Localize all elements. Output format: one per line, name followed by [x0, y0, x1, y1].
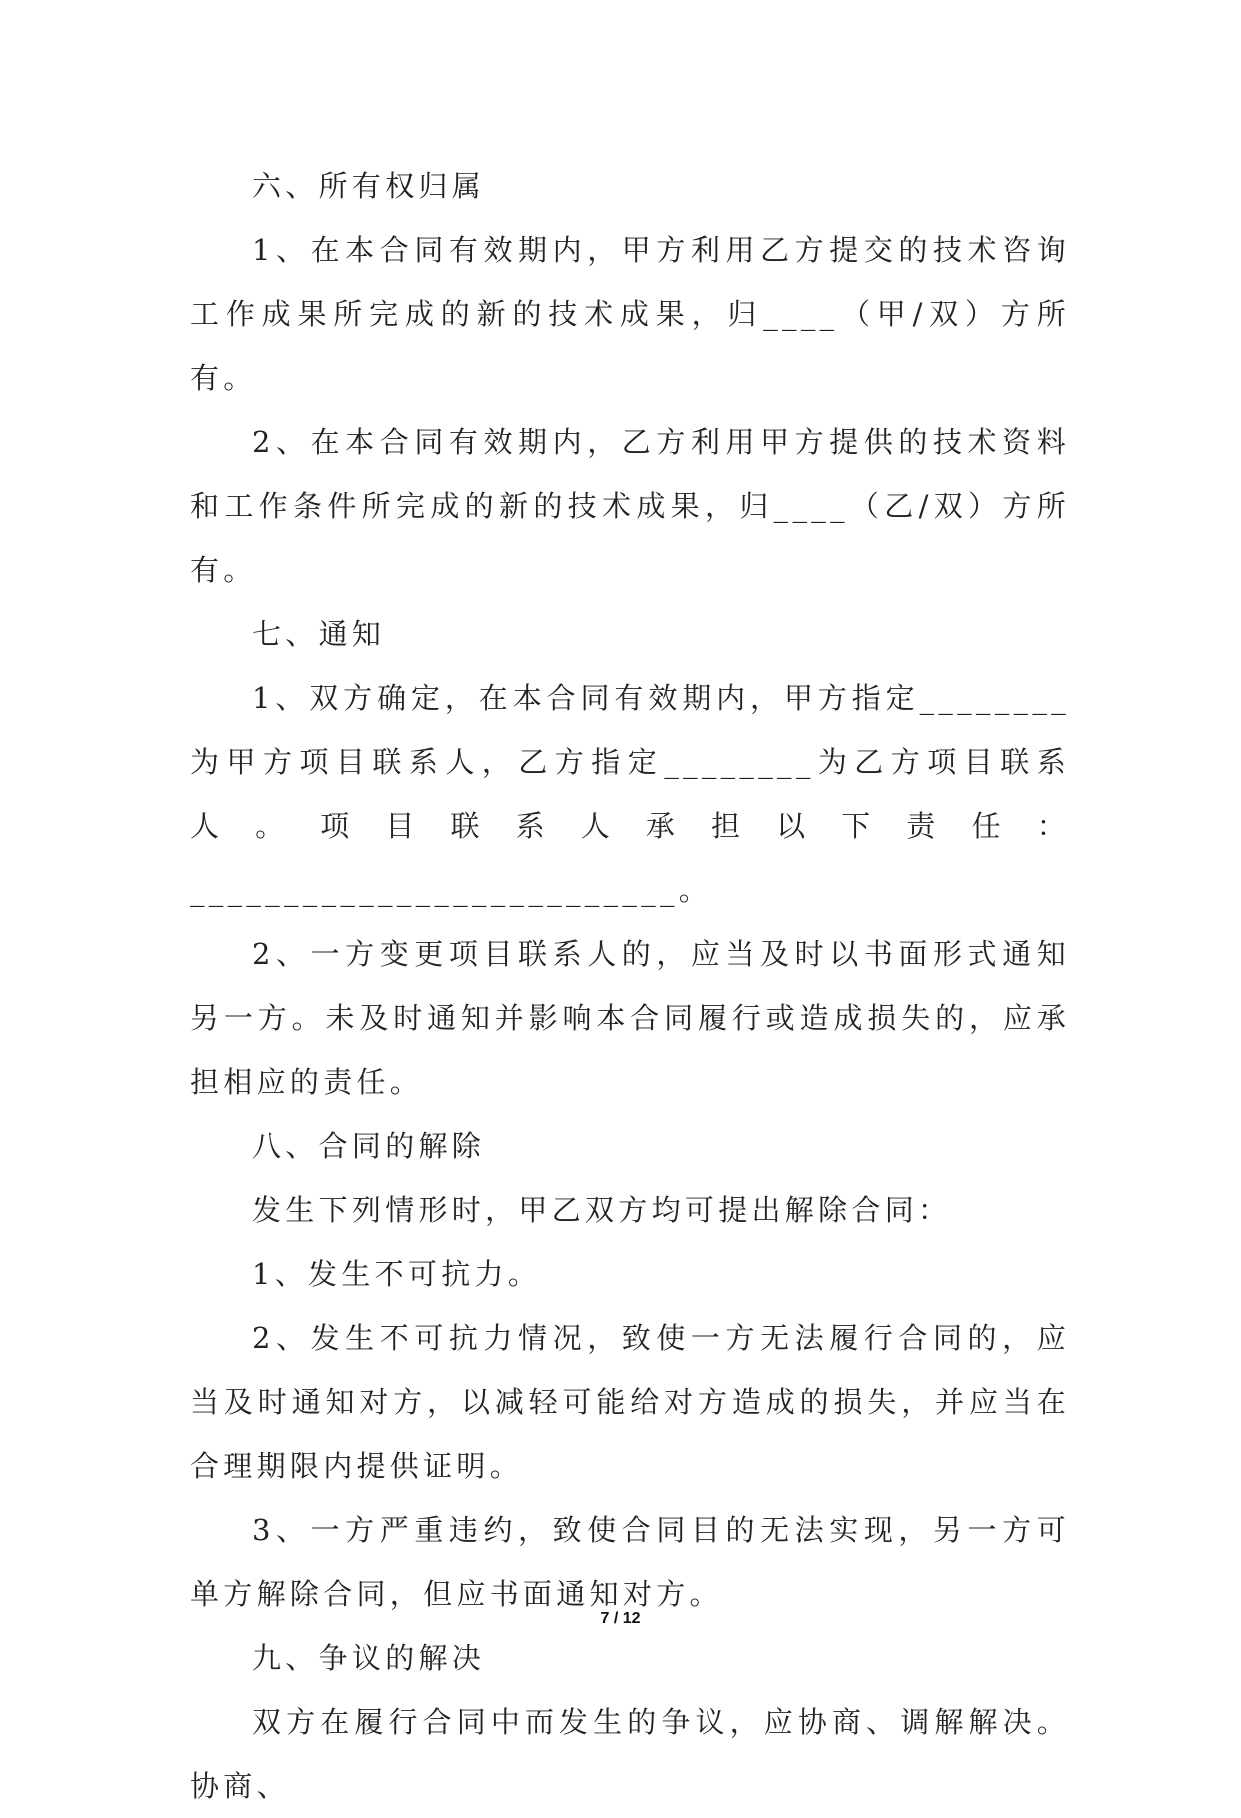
- paragraph: 双方在履行合同中而发生的争议，应协商、调解解决。协商、: [190, 1705, 1070, 1803]
- section-heading-ownership: 六、所有权归属: [252, 169, 486, 203]
- paragraph: 3、一方严重违约，致使合同目的无法实现，另一方可单方解除合同，但应书面通知对方。: [190, 1513, 1070, 1611]
- paragraph: 发生下列情形时，甲乙双方均可提出解除合同：: [252, 1193, 952, 1227]
- page-number: 7 / 12: [600, 1610, 641, 1627]
- paragraph: 1、双方确定，在本合同有效期内，甲方指定________为甲方项目联系人，乙方指定________为乙方项目联系人。项目联系人承担以下责任：__________________________。: [190, 681, 1070, 907]
- section-heading-dispute: 九、争议的解决: [252, 1641, 486, 1675]
- paragraph: 2、一方变更项目联系人的，应当及时以书面形式通知另一方。未及时通知并影响本合同履行或造成损失的，应承担相应的责任。: [190, 937, 1070, 1099]
- paragraph: 2、在本合同有效期内，乙方利用甲方提供的技术资料和工作条件所完成的新的技术成果，归____（乙/双）方所有。: [190, 425, 1070, 587]
- document-body: [190, 154, 1070, 1818]
- section-heading-termination: 八、合同的解除: [252, 1129, 486, 1163]
- section-heading-notice: 七、通知: [252, 617, 386, 651]
- paragraph: 1、在本合同有效期内，甲方利用乙方提交的技术咨询工作成果所完成的新的技术成果，归____（甲/双）方所有。: [190, 233, 1070, 395]
- paragraph: 1、发生不可抗力。: [252, 1257, 542, 1291]
- paragraph: 2、发生不可抗力情况，致使一方无法履行合同的，应当及时通知对方，以减轻可能给对方造成的损失，并应当在合理期限内提供证明。: [190, 1321, 1070, 1483]
